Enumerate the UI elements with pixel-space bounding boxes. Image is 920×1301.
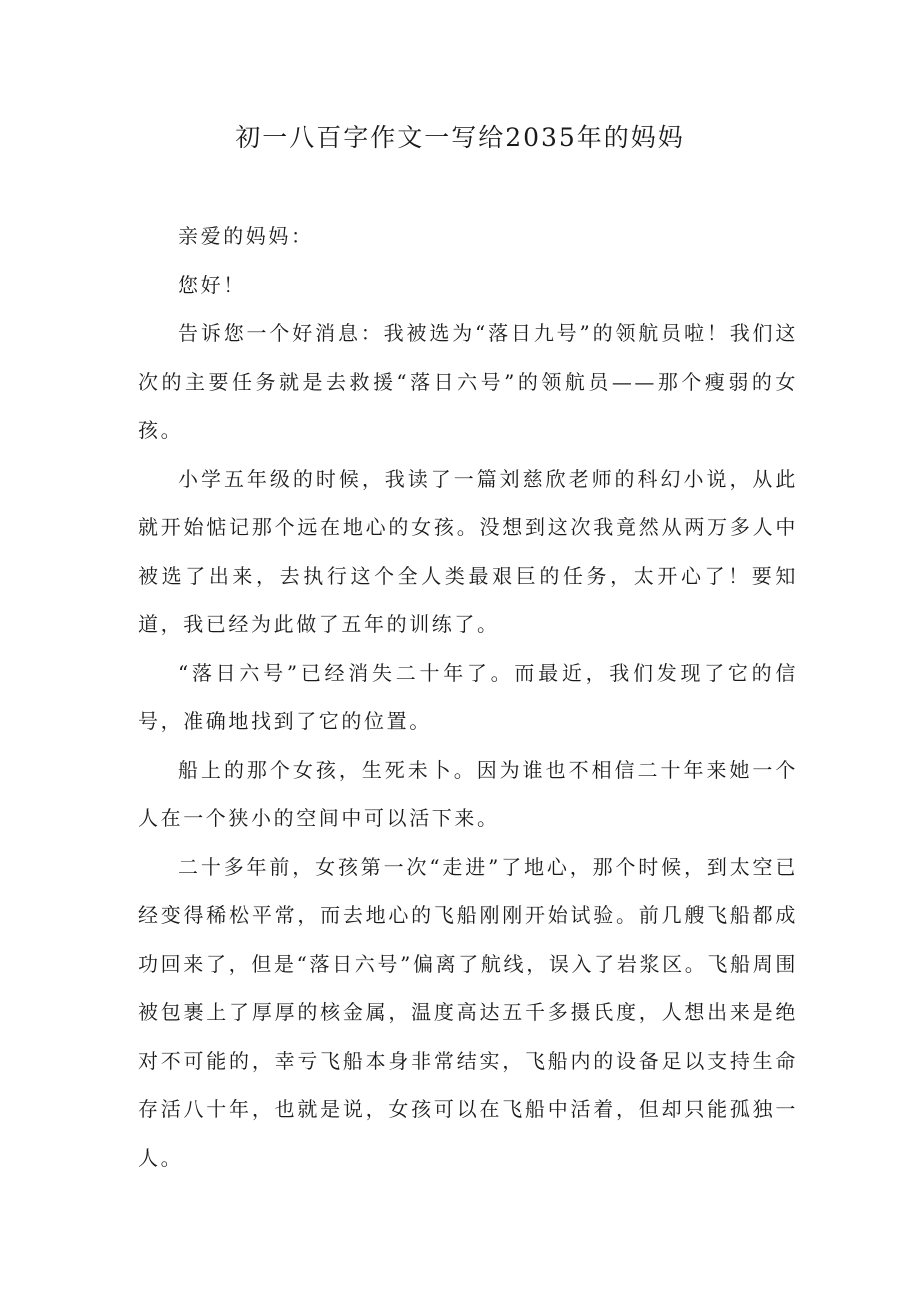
paragraph-salutation: 亲爱的妈妈：: [178, 224, 314, 248]
paragraph-greeting: 您好！: [178, 272, 246, 297]
document-body: [138, 212, 798, 1182]
document-title: 初一八百字作文一写给2035年的妈妈: [235, 123, 685, 152]
paragraph-signal-found: “落日六号”已经消失二十年了。而最近，我们发现了它的信号，准确地找到了它的位置。: [138, 660, 798, 733]
paragraph-fifth-grade: 小学五年级的时候，我读了一篇刘慈欣老师的科幻小说，从此就开始惦记那个远在地心的女孩。没想到这次我竟然从两万多人中被选了出来，去执行这个全人类最艰巨的任务，太开心了！要知道，我已经为此做了五年的训练了。: [138, 466, 798, 636]
paragraph-good-news: 告诉您一个好消息：我被选为“落日九号”的领航员啦！我们这次的主要任务就是去救援“落日六号”的领航员——那个瘦弱的女孩。: [138, 321, 798, 442]
paragraph-history: 二十多年前，女孩第一次“走进”了地心，那个时候，到太空已经变得稀松平常，而去地心的飞船刚刚开始试验。前几艘飞船都成功回来了，但是“落日六号”偏离了航线，误入了岩浆区。飞船周围被包裹上了厚厚的核金属，温度高达五千多摄氏度，人想出来是绝对不可能的，幸亏飞船本身非常结实，飞船内的设备足以支持生命存活八十年，也就是说，女孩可以在飞船中活着，但却只能孤独一人。: [138, 854, 798, 1170]
paragraph-girl-fate: 船上的那个女孩，生死未卜。因为谁也不相信二十年来她一个人在一个狭小的空间中可以活下来。: [138, 757, 798, 830]
